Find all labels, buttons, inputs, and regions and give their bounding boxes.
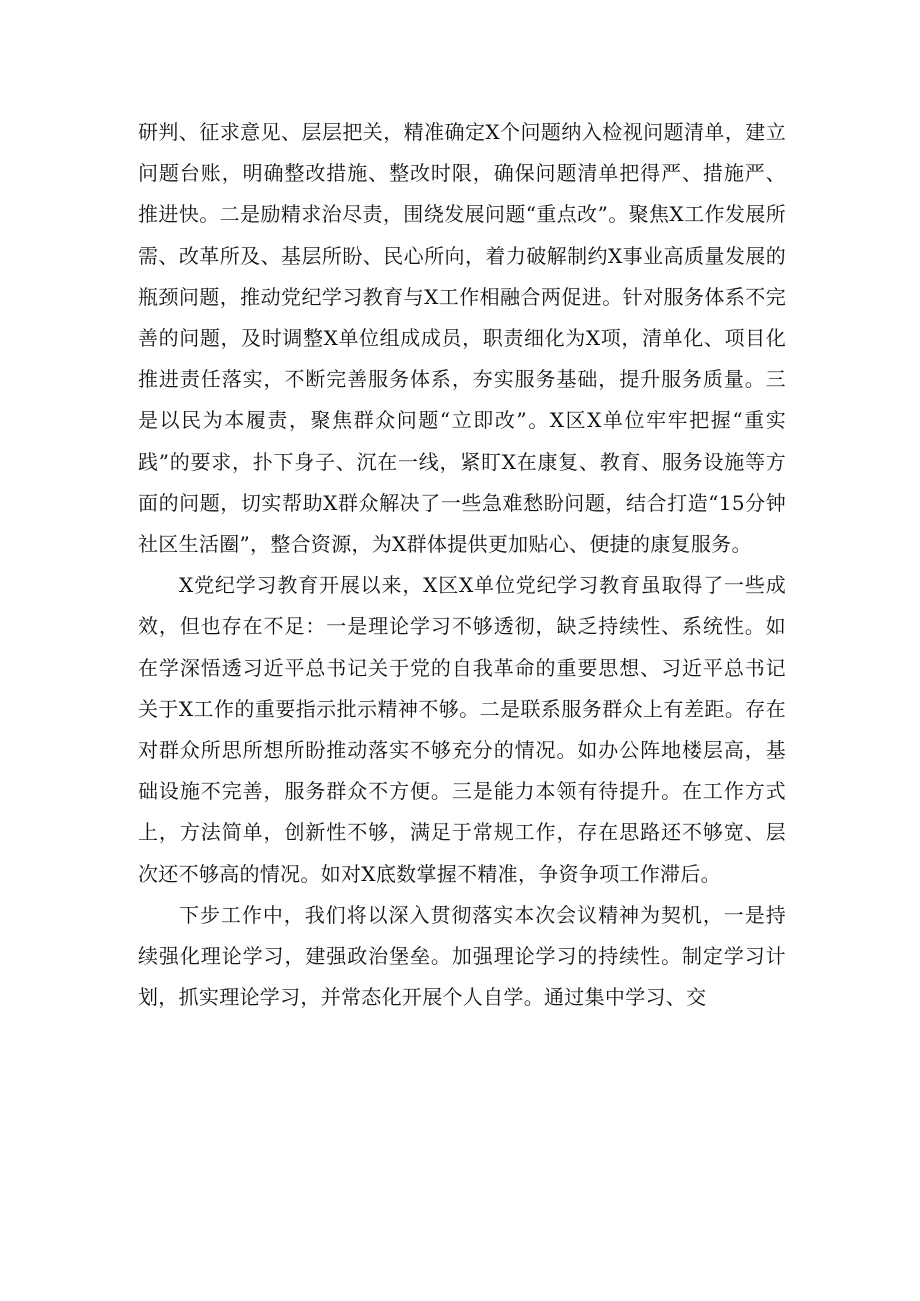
paragraph-shortcomings: X党纪学习教育开展以来，X区X单位党纪学习教育虽取得了一些成效，但也存在不足：一是理论学习不够透彻，缺乏持续性、系统性。如在学深悟透习近平总书记关于党的自我革命的重要思想、习近平总书记关于X工作的重要指示批示精神不够。二是联系服务群众上有差距。存在对群众所思所想所盼推动落实不够充分的情况。如办公阵地楼层高，基础设施不完善，服务群众不方便。三是能力本领有待提升。在工作方式上，方法简单，创新性不够，满足于常规工作，存在思路还不够宽、层次还不够高的情况。如对X底数掌握不精准，争资争项工作滞后。	[138, 573, 786, 886]
document-body	[138, 112, 786, 1018]
paragraph-next-steps: 下步工作中，我们将以深入贯彻落实本次会议精神为契机，一是持续强化理论学习，建强政治堡垒。加强理论学习的持续性。制定学习计划，抓实理论学习，并常态化开展个人自学。通过集中学习、交	[138, 902, 786, 1010]
paragraph-continued: 研判、征求意见、层层把关，精准确定X个问题纳入检视问题清单，建立问题台账，明确整改措施、整改时限，确保问题清单把得严、措施严、推进快。二是励精求治尽责，围绕发展问题“重点改”。聚焦X工作发展所需、改革所及、基层所盼、民心所向，着力破解制约X事业高质量发展的瓶颈问题，推动党纪学习教育与X工作相融合两促进。针对服务体系不完善的问题，及时调整X单位组成成员，职责细化为X项，清单化、项目化推进责任落实，不断完善服务体系，夯实服务基础，提升服务质量。三是以民为本履责，聚焦群众问题“立即改”。X区X单位牢牢把握“重实践”的要求，扑下身子、沉在一线，紧盯X在康复、教育、服务设施等方面的问题，切实帮助X群众解决了一些急难愁盼问题，结合打造“15分钟社区生活圈”，整合资源，为X群体提供更加贴心、便捷的康复服务。	[138, 120, 786, 557]
